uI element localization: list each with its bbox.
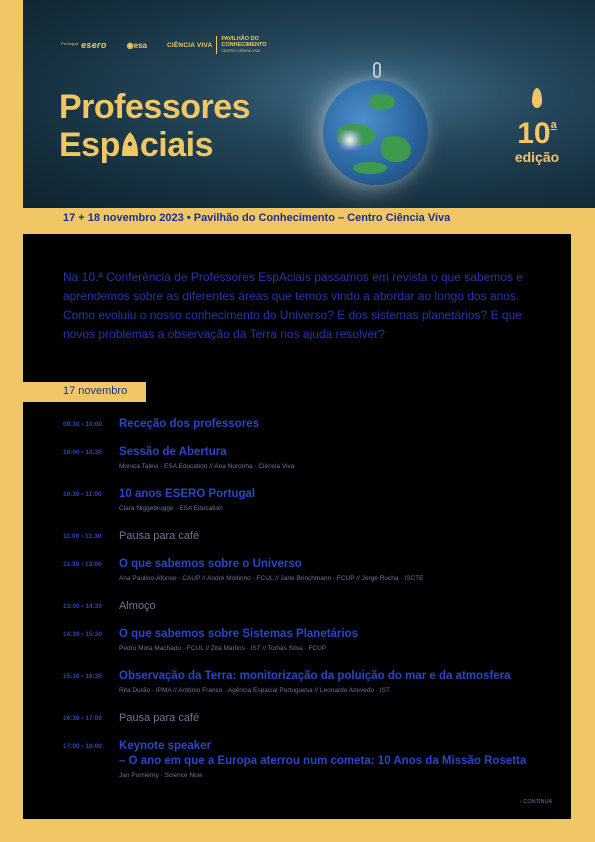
edition-badge: 10$^a$ edição xyxy=(507,88,567,165)
light-flare xyxy=(335,130,365,150)
hero-banner xyxy=(23,0,595,208)
program-panel: Na 10.ª Conferência de Professores EspAciais passamos em revista o que sabemos e aprendemos sobre as diferentes áreas que temos vindo a abordar ao longo dos anos. Como evoluiu o nosso conhecimento do Universo? E dos sistemas planetários? E que novos problemas a observação da Terra nos ajuda resolver? 17 novembro 09:30 › 10:00 Receção dos professores 10:00 › 10:30 Sessão de Abertura Monica Talevi · ESA Education // Ana Noronha · Ciência Viva 10:30 › 11:00 10 anos ESERO Portugal Clara Niggebrugge · ESA Education 11:00 › 11:30 Pausa para café 11:30 › 13:00 O que sabemos sobre o Universo Ana Paulino-Afonso · CAUP // André Moitinho · FCUL // Jarle Brinchmann · FCUP // Jorge Rocha · ISCTE 13:00 › 14:30 Almoço 14:30 › 15:30 O que sabemos sobre Sistemas Planetários Pedro Mota Machado · FCUL // Zita Martins · IST // Tomás Silva · FCUP 15:30 › 16:30 Observação da Terra: monitorização da poluição do mar e da atmosfera Rita Durão · IPMA // António Franco · Agência Espacial Portuguesa // Leonardo Azevedo · IST 16:30 › 17:00 Pausa para café 17:00 › 18:00 Keynote speaker – O ano em que a Europa aterrou num cometa: 10 Anos da Missão Rosetta Jan Pomierny · Science Now › CONTINUA xyxy=(23,234,571,819)
ciencia-viva-logo: CIÊNCIA VIVA xyxy=(167,41,213,49)
day-header: 17 novembro xyxy=(23,382,146,402)
pavilhao-logo: PAVILHÃO DO CONHECIMENTO CENTRO CIÊNCIA VIVA xyxy=(216,36,266,54)
event-date-location: 17 + 18 novembro 2023 • Pavilhão do Conhecimento – Centro Ciência Viva xyxy=(63,212,451,224)
ornament-hook xyxy=(373,62,381,78)
esero-logo: $^{Portugal}$ esero xyxy=(61,40,107,50)
intro-paragraph: Na 10.ª Conferência de Professores EspAciais passamos em revista o que sabemos e aprendemos sobre as diferentes áreas que temos vindo a abordar ao longo dos anos. Como evoluiu o nosso conhecimento do Universo? E dos sistemas planetários? E que novos problemas a observação da Terra nos ajuda resolver? xyxy=(63,270,524,341)
rocket-icon xyxy=(120,132,140,158)
flame-icon xyxy=(532,88,542,108)
event-title: Professores Esp ciais xyxy=(59,88,251,164)
esa-logo: ◉esa xyxy=(126,40,147,50)
continue-label: › CONTINUA xyxy=(520,799,553,805)
logo-bar xyxy=(61,36,267,54)
